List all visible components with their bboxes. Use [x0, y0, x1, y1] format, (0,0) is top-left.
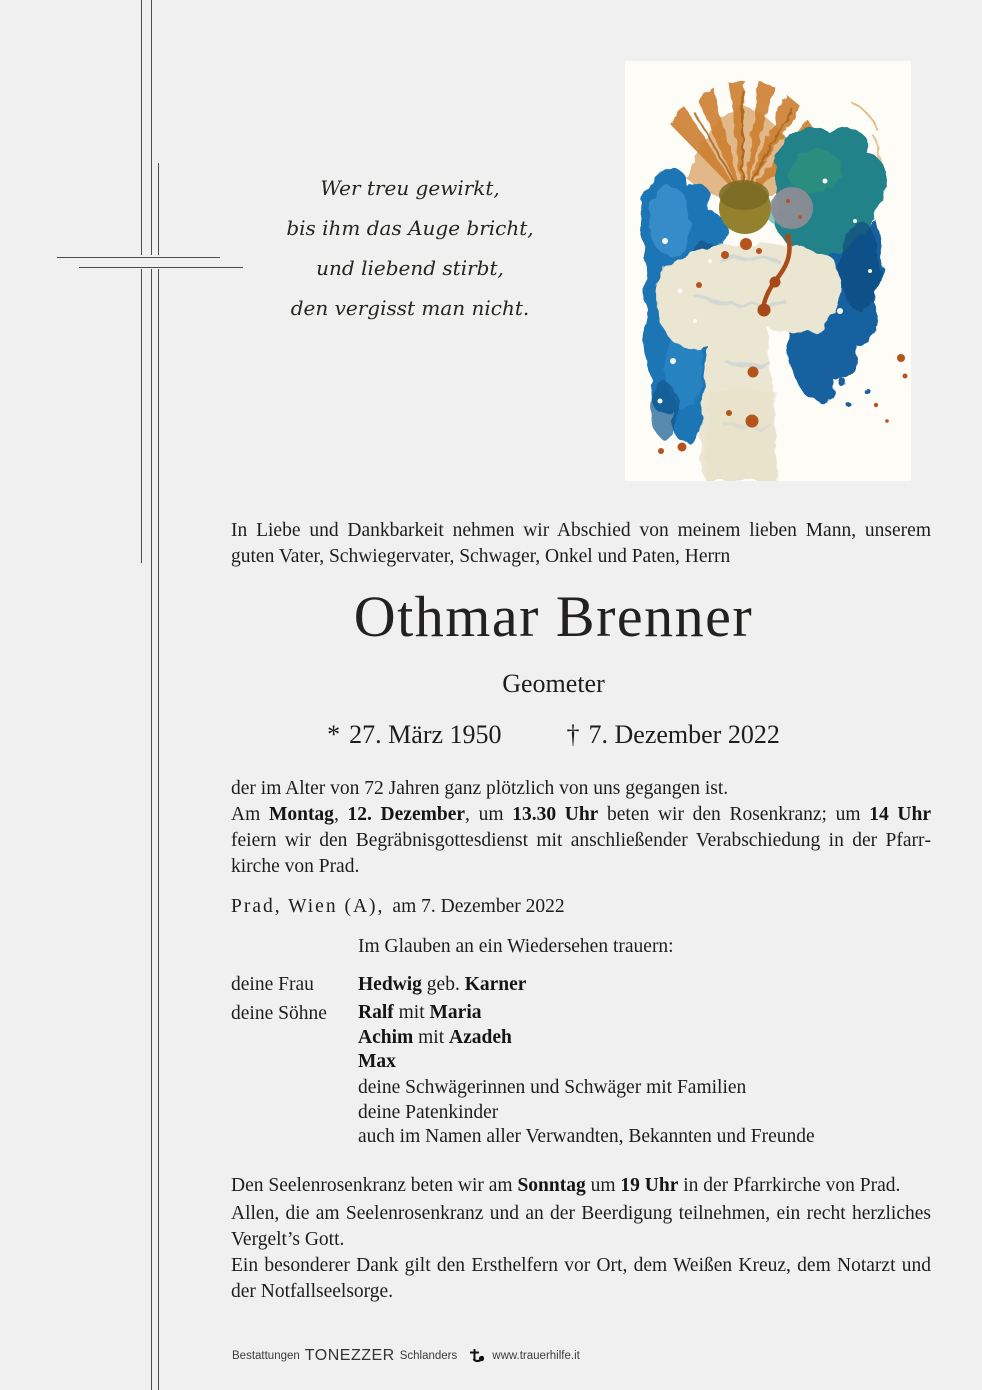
death-cross-icon: †	[566, 720, 580, 749]
death-date-text: 7. Dezember 2022	[588, 720, 780, 749]
other-mourners	[231, 1076, 931, 1150]
son-line: Ralf mit Maria	[358, 1002, 482, 1023]
age-line: der im Alter von 72 Jahren ganz plötzlich von uns gegangen ist.	[231, 778, 729, 799]
cross-horizontal-line-upper	[57, 257, 220, 258]
birth-date	[327, 720, 501, 750]
website-url: www.trauerhilfe.it	[492, 1350, 580, 1362]
cross-vertical-line-inner-bottom	[158, 269, 159, 1390]
cross-vertical-line-outer-bottom	[141, 269, 142, 563]
mourner-row-wife	[231, 972, 931, 998]
funeral-home-location: Schlanders	[399, 1350, 458, 1362]
place-dateline	[231, 894, 931, 920]
funeral-home-name: TONEZZER	[304, 1347, 395, 1364]
cross-vertical-line-inner-top	[158, 163, 159, 255]
mourner-row-sons	[231, 1001, 931, 1075]
intro-paragraph: In Liebe und Dankbarkeit nehmen wir Abschied von meinem lieben Mann, unserem guten Vater, Schwiegervater, Schwager, Onkel und Paten, Herrn	[231, 520, 931, 567]
mourner-line: deine Schwägerinnen und Schwäger mit Familien	[358, 1077, 747, 1098]
mourner-line: deine Patenkinder	[358, 1101, 499, 1123]
poem-line: den vergisst man nicht.	[290, 296, 530, 320]
cross-vertical-line-outer-top	[141, 0, 142, 255]
son-line: Achim mit Azadeh	[358, 1026, 512, 1048]
cross-vertical-line-middle-bottom	[151, 269, 152, 1390]
birth-star-icon: *	[327, 720, 341, 749]
birth-date-text: 27. März 1950	[349, 720, 502, 749]
mourner-line: auch im Namen aller Verwandten, Bekannten und Freunde	[358, 1126, 815, 1148]
mourning-heading: Im Glauben an ein Wiedersehen trauern:	[358, 936, 674, 957]
wife-names: Hedwig geb. Karner	[358, 974, 527, 995]
poem-line: bis ihm das Auge bricht,	[286, 216, 534, 240]
rosary-paragraph: Am Montag, 12. Dezember, um 13.30 Uhr beten wir den Rosenkranz; um 14 Uhr feiern wir den Begräbnisgottesdienst mit anschließender Verabschiedung in der Pfarrkirche von Prad.	[231, 804, 932, 877]
wife-label: deine Frau	[231, 974, 314, 995]
cross-horizontal-line-lower	[79, 267, 243, 268]
angel-painting	[625, 61, 911, 481]
thanks-paragraph: Allen, die am Seelenrosenkranz und an der Beerdigung teilnehmen, ein recht herzliches Vergelt’s Gott.	[231, 1203, 931, 1250]
seelenrosenkranz-paragraph: Den Seelenrosenkranz beten wir am Sonntag um 19 Uhr in der Pfarrkirche von Prad.	[231, 1175, 901, 1196]
poem-line: Wer treu gewirkt,	[320, 176, 500, 200]
poem-line: und liebend stirbt,	[316, 256, 504, 280]
footer-prefix: Bestattungen	[232, 1350, 300, 1362]
death-date	[567, 720, 780, 750]
dateline-place: Prad, Wien (A),	[231, 896, 385, 917]
special-thanks-paragraph: Ein besonderer Dank gilt den Ersthelfern vor Ort, dem Weißen Kreuz, dem Notarzt und der Notfallseelsorge.	[231, 1255, 931, 1302]
deceased-profession: Geometer	[502, 669, 605, 698]
sons-label: deine Söhne	[231, 1003, 327, 1024]
dateline-date: am 7. Dezember 2022	[392, 896, 565, 917]
cross-vertical-line-middle-top	[151, 0, 152, 255]
sons-names	[358, 1001, 512, 1075]
deceased-name: Othmar Brenner	[353, 584, 754, 649]
life-dates	[231, 720, 876, 750]
trauerhilfe-cross-icon	[467, 1348, 485, 1364]
funeral-home-footer	[232, 1345, 580, 1367]
memorial-poem	[235, 168, 585, 328]
son-line: Max	[358, 1051, 396, 1073]
